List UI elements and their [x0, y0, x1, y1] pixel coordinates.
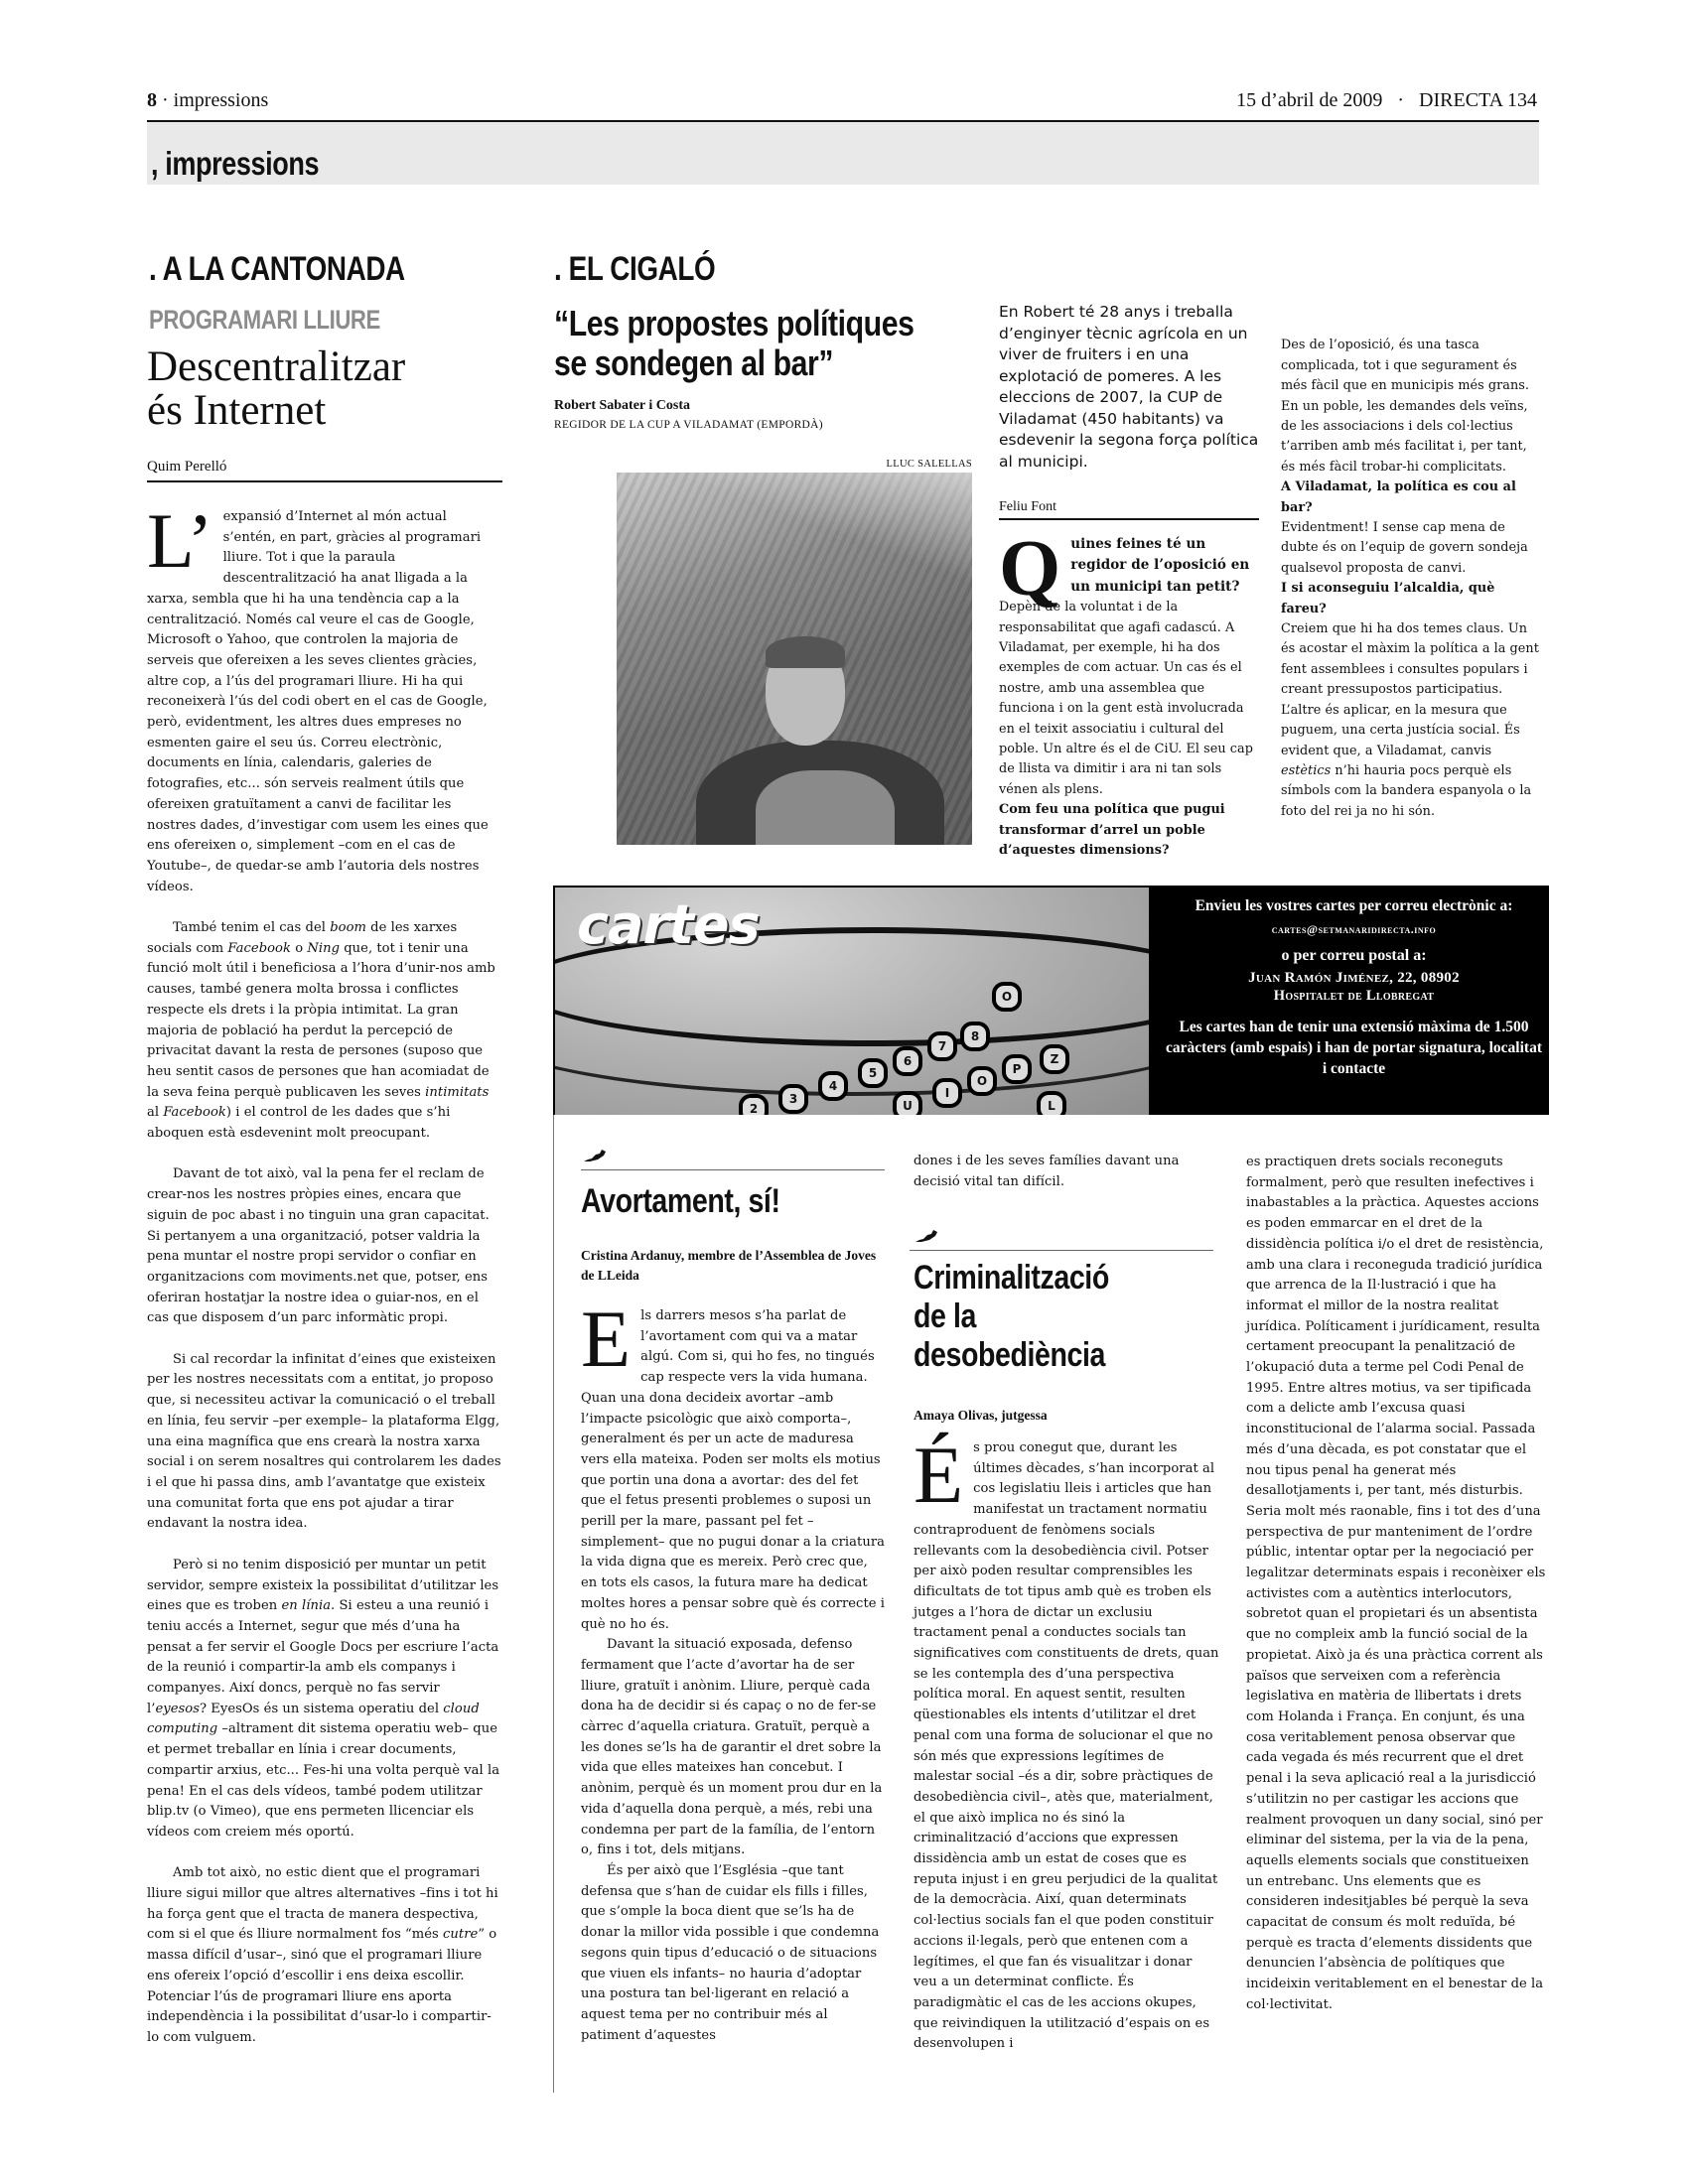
typewriter-key: 6	[893, 1046, 922, 1076]
interview-body-col2	[1281, 316, 1541, 822]
paragraph: Els darrers mesos s’ha parlat de l’avortament com qui va a matar algú. Com si, qui ho fes, no tingués cap respecte vers la vida humana. Quan una dona decideix avortar –amb l’impacte psicològic que això comporta–, generalment és per un acte de maduresa vers ella mateixa. Poden ser molts els motius que portin una dona a avortar: des del fet que el fetus presenti problemes o suposi un perill per la mare, passant pel fet –simplement– que no pugui donar a la criatura la vida digna que es mereix. Però crec que, en tots els casos, la futura mare ha dedicat moltes hores a pensar sobre què és correcte i què no ho és.	[581, 1294, 886, 1632]
typewriter-key: 5	[858, 1058, 888, 1088]
article-body-avortament	[581, 1294, 886, 2046]
typewriter-key: 2	[739, 1094, 769, 1115]
typewriter-illustration	[555, 887, 1149, 1115]
article-title: Criminalització de la desobediència	[914, 1259, 1109, 1374]
answer: Des de l’oposició, és una tasca complicada, tot i que segurament és més fàcil que en municipis més grans. En un poble, les demandes dels veïns, de les associacions i dels col·lectius t’arriben amb més facilitat i, per tant, és més fàcil trobar-hi complicitats.	[1281, 338, 1529, 475]
interviewee-photo	[617, 473, 972, 845]
separator: ·	[162, 89, 169, 111]
typewriter-key: O	[967, 1066, 997, 1096]
letters-rules: Les cartes han de tenir una extensió màxima de 1.500 caràcters (amb espais) i han de portar signatura, localitat i contacte	[1166, 1019, 1542, 1077]
postal-intro: o per correu postal a:	[1281, 947, 1427, 964]
interviewee-role: REGIDOR DE LA CUP A VILADAMAT (EMPORDÀ)	[554, 419, 823, 431]
title-line: Descentralitzar	[147, 343, 406, 390]
interview-body-col1	[999, 525, 1259, 862]
answer: Evidentment! I sense cap mena de dubte és on l’equip de govern sondeja qualsevol proposta de canvi.	[1281, 520, 1528, 576]
article-body-avortament-continued	[914, 1152, 1217, 1192]
paragraph: Davant la situació exposada, defenso fermament que l’acte d’avortar ha de ser lliure, gratuït i anònim. Lliure, perquè cada dona ha de decidir si és capaç o no de fer-se càrrec d’aquella criatura. Gratuït, perquè a les dones se’ls ha de garantir el dret sobre la vida que elles mateixes han concebut. I anònim, perquè és un moment prou dur en la vida d’aquella dona perquè, a més, rebi una condemna per part de la família, de l’entorn o, fins i tot, dels mitjans.	[581, 1637, 883, 1858]
publication-issue: DIRECTA 134	[1419, 89, 1537, 111]
question: I si aconseguiu l’alcaldia, què fareu?	[1281, 581, 1495, 616]
title-line: és Internet	[147, 387, 327, 434]
letters-title: cartes	[577, 893, 760, 956]
author-byline: Cristina Ardanuy, membre de l’Assemblea de Joves de LLeida	[581, 1248, 877, 1283]
article-top-rule	[910, 1250, 1213, 1251]
section-name: impressions	[173, 89, 269, 111]
author-byline: Amaya Olivas, jutgessa	[914, 1408, 1048, 1423]
author-byline: Quim Perelló	[147, 459, 227, 475]
section-band	[147, 122, 1539, 185]
bird-icon	[582, 1148, 608, 1163]
typewriter-body	[555, 957, 1149, 1096]
paragraph: Si cal recordar la infinitat d’eines que existeixen per les nostres necessitats com a entitat, jo proposo que, si necessiteu activar la comunicació o el treball en línia, feu servir –per exemple– la plataforma Elgg, una eina magnífica que ens crearà la nostra xarxa social i on serem nosaltres qui controlarem les dades i el que hi passa dins, amb l’avantatge que existeix una comunitat forta que ens pot ajudar a tirar endavant la nostra idea.	[147, 1351, 501, 1532]
photo-credit: LLUC SALELLAS	[886, 459, 972, 470]
page-number: 8	[147, 89, 157, 111]
answer: Creiem que hi ha dos temes claus. Un és acostar el màxim la política a la gent fent assemblees i consultes populars i creant pressupostos participatius. L’altre és aplicar, en la mesura que puguem, una certa justícia social. És evident que, a Viladamat, canvis estètics n’hi hauria pocs perquè els símbols com la bandera espanyola o la foto del rei ja no hi són.	[1281, 621, 1539, 819]
question: Com feu una política que pugui transformar d’arrel un poble d’aquestes dimensions?	[999, 802, 1225, 859]
running-head-right	[1236, 89, 1537, 112]
paragraph: És prou conegut que, durant les últimes dècades, s’han incorporat al cos legislatiu lleis i articles que han manifestat un tractament normatiu contraproduent de fenòmens socials rellevants com la desobediència civil. Potser per això poden resultar comprensibles les dificultats de tot tipus amb què es troben els jutges a l’hora de dictar un exclusiu tractament penal a conductes socials tan significatives com constituents de drets, quan se les contempla des d’una perspectiva política moral. En aquest sentit, resulten qüestionables els intents d’utilitzar el dret penal com una forma de solucionar el que no són més que expressions legítimes de malestar social –és a dir, sobre pràctiques de desobediència civil–, atès que, materialment, el que això implica no és sinó la criminalització d’accions que expressen dissidència amb un estat de coses que es reputa injust i en greu perjudici de la qualitat de la democràcia. Així, quan determinats col·lectius socials fan el que poden constituir accions il·legals, però que entenen com a legítimes, el que fan és visualitzar i donar veu a un determinat conflicte. És paradigmàtic el cas de les accions okupes, que reivindiquen la utilització d’espais on es desenvolupen i	[914, 1430, 1219, 2052]
postal-address-line1: Juan Ramón Jiménez, 22, 08902	[1248, 970, 1460, 986]
author-rule	[999, 518, 1259, 520]
typewriter-key: 3	[778, 1084, 808, 1114]
article-title	[147, 345, 405, 433]
question: A Viladamat, la política es cou al bar?	[1281, 479, 1516, 515]
letters-banner	[553, 886, 1549, 1115]
dropcap: E	[581, 1294, 632, 1384]
typewriter-key: P	[1002, 1054, 1032, 1084]
typewriter-key: I	[932, 1078, 962, 1108]
question: Quines feines té un regidor de l’oposició en un municipi tan petit?	[999, 525, 1250, 613]
dropcap: É	[914, 1430, 964, 1520]
typewriter-key: 8	[960, 1022, 990, 1051]
article-top-rule	[581, 1169, 885, 1170]
typewriter-key: L	[1037, 1091, 1066, 1115]
interview-author: Feliu Font	[999, 499, 1056, 514]
paragraph: És per això que l’Església –que tant defensa que s’han de cuidar els fills i filles, que s’omple la boca dient que se’ls ha de donar la millor vida possible i que condemna segons quin tipus d’educació o de situacions que viuen els infants– no hauria d’adoptar una postura tan bel·ligerant en relació a aquest tema per no contribuir més al patiment d’aquestes	[581, 1862, 880, 2043]
section-band-title: , impressions	[151, 145, 320, 182]
article-body-criminalitzacio-col1	[914, 1430, 1219, 2055]
running-head	[147, 89, 1537, 121]
section-kicker-cigalo: . EL CIGALÓ	[554, 250, 716, 288]
bird-icon	[914, 1228, 939, 1244]
letters-instructions	[1159, 886, 1549, 1115]
article-body-cantonada	[147, 497, 502, 2049]
byline-rule	[147, 480, 502, 482]
paragraph: L’ expansió d’Internet al món actual s’entén, en part, gràcies al programari lliure. Tot i que la paraula descentralització ha anat lligada a la xarxa, sembla que hi ha una tendència cap a la centralització. Només cal veure el cas de Google, Microsoft o Yahoo, que controlen la majoria de serveis que ofereixen a les seves clientes gràcies, altre cop, a l’ús del programari lliure. Hi ha qui reconeixerà l’ús del codi obert en el cas de Google, però, evidentment, les altres dues empreses no esmenten gaire el seu ús. Correu electrònic, documents en línia, calendaris, galeries de fotografies, etc... són serveis realment útils que ofereixen gratuïtament a canvi de facilitar les nostres dades, d’investigar com usem les eines que ens ofereixen o, simplement –com en el cas de Youtube–, de quedar-se amb l’autoria dels nostres vídeos.	[147, 497, 489, 894]
photo-hair	[766, 636, 845, 668]
paragraph: També tenim el cas del boom de les xarxes socials com Facebook o Ning que, tot i tenir una funció molt útil i beneficiosa a l’hora d’unir-nos amb causes, també genera molta brossa i conflictes respecte els drets i la pròpia intimitat. La gran majoria de població ha perdut la percepció de privacitat davant la resta de persones (suposo que heu sentit casos de persones que han acomiadat de la seva feina perquè publicaven les seves intimitats al Facebook) i el control de les dades que s’hi aboquen està esdevenint molt preocupant.	[147, 920, 495, 1142]
paragraph: es practiquen drets socials reconeguts formalment, però que resulten inefectives i inabastables a la pràctica. Aquestes accions es poden emmarcar en el dret de la dissidència política i/o el dret de resistència, amb una clara i reconeguda tradició jurídica que arrenca de la Il·lustració i que ha informat el millor de la nostra realitat jurídica. Políticament i jurídicament, resulta certament preocupant la penalització de l’okupació duta a terme pel Codi Penal de 1995. Entre altres motius, va ser tipificada com a delicte amb l’excusa quasi inconstitucional de l’alarma social. Passada més d’una dècada, es pot constatar que el nou tipus penal ha generat més desallotjaments i, per tant, més disturbis. Seria molt més raonable, fins i tot des d’una perspectiva de pur manteniment de l’ordre públic, intentar optar per la negociació per legalitzar determinats espais i reconèixer els activistes com a autèntics interlocutors, sobretot quan el propietari és un absentista que no compleix amb la funció social de la propietat. Això ja és una pràctica corrent als països que serveixen com a referència legislativa en matèria de llibertats i drets com Holanda i França. En conjunt, és una cosa veritablement penosa observar que cada vegada és més recurrent que el dret penal i la seva aplicació real a la jurisdicció s’utilitzin no per castigar les accions que realment provoquen un dany social, sinó per eliminar del sistema, per la via de la pena, aquells elements socials que constitueixen un entrebanc. Uns elements que es consideren indesitjables bé perquè la seva capacitat de consum és molt reduïda, bé perquè es tracta d’elements dissidents que denuncien l’absència de polítiques que incideixin veritablement en el benestar de la col·lectivitat.	[1246, 1155, 1546, 2012]
paragraph: dones i de les seves famílies davant una decisió vital tan difícil.	[914, 1154, 1180, 1189]
answer: Depèn de la voluntat i de la responsabilitat que agafi cadascú. A Viladamat, per exemple, hi ha dos exemples de com actuar. Un cas és el nostre, amb una assemblea que funciona i on la gent està involucrada en el teixit associatiu i cultural del poble. Un altre és el de CiU. El seu cap de llista va dimitir i ara ni tan sols vénen als plens.	[999, 600, 1253, 797]
dropcap: L’	[147, 497, 213, 584]
postal-address-line2: Hospitalet de Llobregat	[1273, 988, 1435, 1004]
paragraph: Amb tot això, no estic dient que el programari lliure sigui millor que altres alternatives –fins i tot hi ha força gent que el tracta de manera despectiva, com si el que és lliure normalment fos “més cutre” o massa difícil d’usar–, sinó que el programari lliure ens ofereix l’opció d’escollir i ens deixa escollir. Potenciar l’ús de programari lliure ens aporta independència i la possibilitat d’usar-lo i compartir-lo com vulguem.	[147, 1865, 498, 2045]
section-kicker-cantonada: . A LA CANTONADA	[149, 250, 405, 288]
article-body-criminalitzacio-col2	[1246, 1153, 1550, 2016]
paragraph: Davant de tot això, val la pena fer el reclam de crear-nos les nostres pròpies eines, encara que siguin de poc abast i no tinguin una gran capacitat. Si pertanyem a una organització, potser valdria la pena muntar el nostre propi servidor o confiar en organitzacions com moviments.net que, potser, ens oferiran hostatjar la nostre idea o guiar-nos, en el cas que disposem d’un parc informàtic propi.	[147, 1166, 490, 1326]
typewriter-key: 4	[818, 1071, 848, 1101]
running-head-left	[147, 89, 268, 112]
article-subkicker: PROGRAMARI LLIURE	[149, 305, 380, 335]
typewriter-key: 7	[927, 1031, 957, 1061]
interview-intro: En Robert té 28 anys i treballa d’enginyer tècnic agrícola en un viver de fruiters i en una explotació de pomeres. A les eleccions de 2007, la CUP de Viladamat (450 habitants) va esdevenir la segona força política al municipi.	[999, 303, 1259, 471]
issue-date: 15 d’abril de 2009	[1236, 89, 1383, 111]
interviewee-name: Robert Sabater i Costa	[554, 398, 691, 413]
dropcap: Q	[999, 525, 1061, 613]
typewriter-key: Z	[1040, 1044, 1069, 1074]
typewriter-key: O	[992, 982, 1022, 1012]
letters-email-link[interactable]: cartes@setmanaridirecta.info	[1271, 922, 1437, 936]
interview-headline: “Les propostes polítiques se sondegen al bar”	[554, 303, 914, 383]
typewriter-key: U	[893, 1091, 922, 1115]
separator: ·	[1397, 89, 1405, 111]
photo-jacket-panel	[756, 770, 895, 845]
paragraph: Però si no tenim disposició per muntar un petit servidor, sempre existeix la possibilitat d’utilitzar les eines que es troben en línia. Si esteu a una reunió i teniu accés a Internet, segur que més d’una ha pensat a fer servir el Google Docs per escriure l’acta de la reunió i compartir-la amb els companys i companyes. Així doncs, perquè no fas servir l’eyesos? EyesOs és un sistema operatiu del cloud computing –altrament dit sistema operatiu web– que et permet treballar en línia i crear documents, compartir arxius, etc... Fes-hi una volta perquè val la pena! En el cas dels vídeos, també podem utilitzar blip.tv (o Vimeo), que ens permeten llicenciar els vídeos com creiem més oportú.	[147, 1557, 500, 1840]
column-divider	[553, 1115, 554, 2093]
article-title: Avortament, sí!	[581, 1182, 780, 1220]
email-intro: Envieu les vostres cartes per correu electrònic a:	[1195, 897, 1513, 914]
